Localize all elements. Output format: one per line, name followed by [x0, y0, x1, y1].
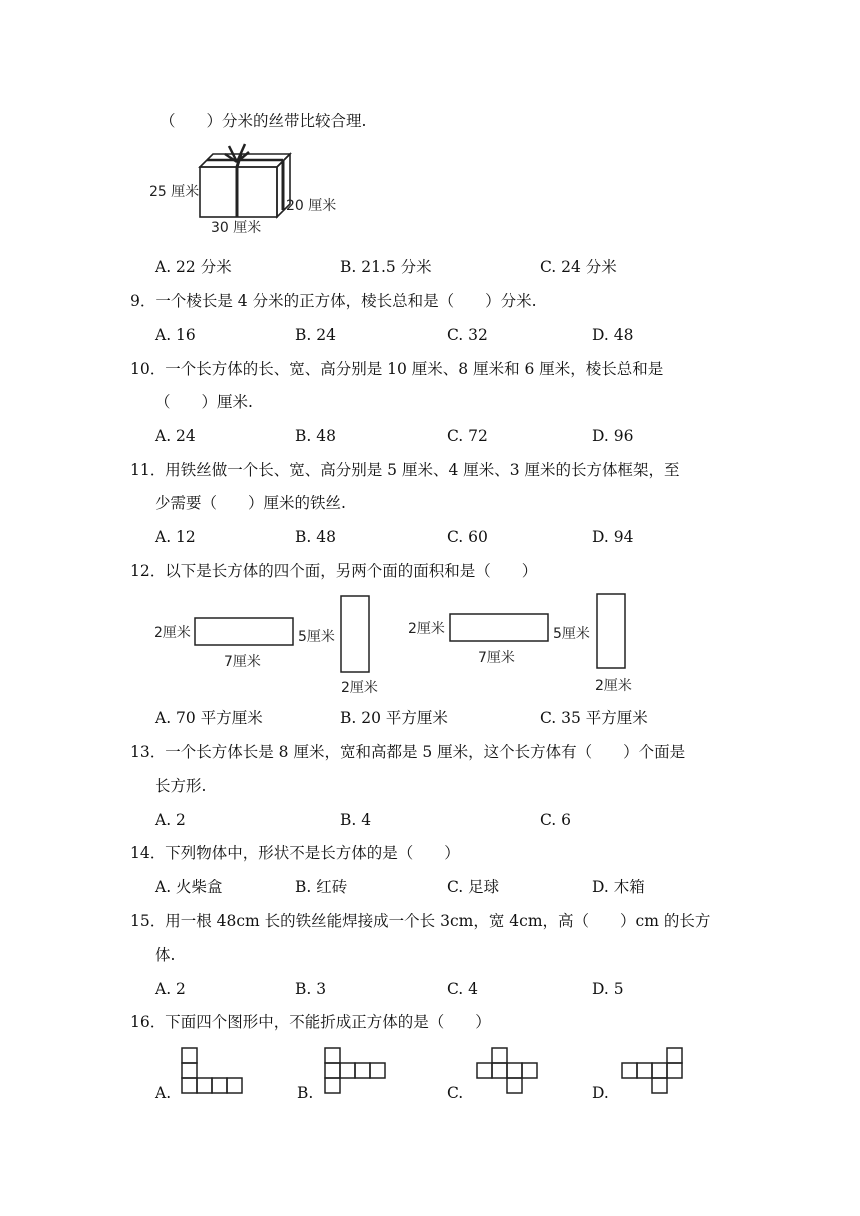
face-rect-4 — [597, 594, 625, 668]
rect1-length-label: 7厘米 — [224, 654, 261, 670]
gift-box-figure — [145, 140, 355, 240]
q15-option-a[interactable]: A. 2 — [155, 980, 186, 998]
q9-option-a[interactable]: A. 16 — [155, 326, 196, 344]
q12-option-a[interactable]: A. 70 平方厘米 — [155, 709, 263, 727]
q14-option-b[interactable]: B. 红砖 — [295, 878, 348, 896]
q12-question: 12．以下是长方体的四个面，另两个面的面积和是（ ） — [130, 562, 538, 580]
rect4-width-label: 2厘米 — [595, 678, 632, 694]
q10-option-b[interactable]: B. 48 — [295, 427, 336, 445]
box-length-label: 30 厘米 — [211, 220, 262, 236]
q11-question-line1: 11．用铁丝做一个长、宽、高分别是 5 厘米、4 厘米、3 厘米的长方体框架，至 — [130, 461, 680, 479]
rect4-height-label: 5厘米 — [553, 626, 590, 642]
q8-option-a[interactable]: A. 22 分米 — [155, 258, 232, 276]
box-height-label: 25 厘米 — [149, 184, 200, 200]
cube-net-a[interactable] — [180, 1046, 246, 1096]
q15-option-c[interactable]: C. 4 — [447, 980, 479, 998]
q10-option-a[interactable]: A. 24 — [155, 427, 196, 445]
face-rect-1 — [195, 618, 293, 645]
q10-option-c[interactable]: C. 72 — [447, 427, 488, 445]
q15-question-line1: 15．用一根 48cm 长的铁丝能焊接成一个长 3cm，宽 4cm，高（ ）cm 的长方 — [130, 912, 711, 930]
rect2-width-label: 2厘米 — [341, 680, 378, 696]
rect3-length-label: 7厘米 — [478, 650, 515, 666]
rect3-height-label: 2厘米 — [408, 621, 445, 637]
q15-option-d[interactable]: D. 5 — [592, 980, 624, 998]
cube-net-b[interactable] — [323, 1046, 389, 1096]
rectangles-figure — [148, 588, 648, 700]
q15-question-line2: 体. — [155, 946, 176, 964]
q12-option-c[interactable]: C. 35 平方厘米 — [540, 709, 648, 727]
face-rect-2 — [341, 596, 369, 672]
q11-option-d[interactable]: D. 94 — [592, 528, 634, 546]
q14-option-a[interactable]: A. 火柴盒 — [155, 878, 223, 896]
q15-option-b[interactable]: B. 3 — [295, 980, 327, 998]
q8-option-b[interactable]: B. 21.5 分米 — [340, 258, 432, 276]
q16-option-c[interactable]: C. — [447, 1084, 464, 1102]
q13-option-a[interactable]: A. 2 — [155, 811, 186, 829]
box-width-label: 20 厘米 — [286, 198, 337, 214]
rect2-height-label: 5厘米 — [298, 629, 335, 645]
q10-question-line1: 10．一个长方体的长、宽、高分别是 10 厘米、8 厘米和 6 厘米，棱长总和是 — [130, 360, 664, 378]
q9-option-c[interactable]: C. 32 — [447, 326, 488, 344]
q16-option-b[interactable]: B. — [297, 1084, 314, 1102]
q14-option-c[interactable]: C. 足球 — [447, 878, 500, 896]
q9-option-d[interactable]: D. 48 — [592, 326, 634, 344]
q16-question: 16．下面四个图形中，不能折成正方体的是（ ） — [130, 1013, 491, 1031]
q10-option-d[interactable]: D. 96 — [592, 427, 634, 445]
q11-question-line2: 少需要（ ）厘米的铁丝. — [155, 494, 346, 512]
face-rect-3 — [450, 614, 548, 641]
q13-question-line1: 13．一个长方体长是 8 厘米，宽和高都是 5 厘米，这个长方体有（ ）个面是 — [130, 743, 686, 761]
q13-option-c[interactable]: C. 6 — [540, 811, 572, 829]
q8-option-c[interactable]: C. 24 分米 — [540, 258, 617, 276]
q16-option-d[interactable]: D. — [592, 1084, 609, 1102]
cube-net-d[interactable] — [620, 1046, 686, 1096]
q13-question-line2: 长方形. — [155, 777, 207, 795]
q9-option-b[interactable]: B. 24 — [295, 326, 336, 344]
q14-option-d[interactable]: D. 木箱 — [592, 878, 645, 896]
q16-option-a[interactable]: A. — [155, 1084, 172, 1102]
q11-option-a[interactable]: A. 12 — [155, 528, 196, 546]
q9-question: 9．一个棱长是 4 分米的正方体，棱长总和是（ ）分米. — [130, 292, 537, 310]
q8-text: （ ）分米的丝带比较合理. — [160, 112, 367, 130]
q11-option-c[interactable]: C. 60 — [447, 528, 488, 546]
q10-question-line2: （ ）厘米. — [155, 393, 253, 411]
q14-question: 14．下列物体中，形状不是长方体的是（ ） — [130, 844, 460, 862]
q13-option-b[interactable]: B. 4 — [340, 811, 372, 829]
cube-net-c[interactable] — [472, 1046, 544, 1096]
q11-option-b[interactable]: B. 48 — [295, 528, 336, 546]
q12-option-b[interactable]: B. 20 平方厘米 — [340, 709, 448, 727]
rect1-height-label: 2厘米 — [154, 625, 191, 641]
